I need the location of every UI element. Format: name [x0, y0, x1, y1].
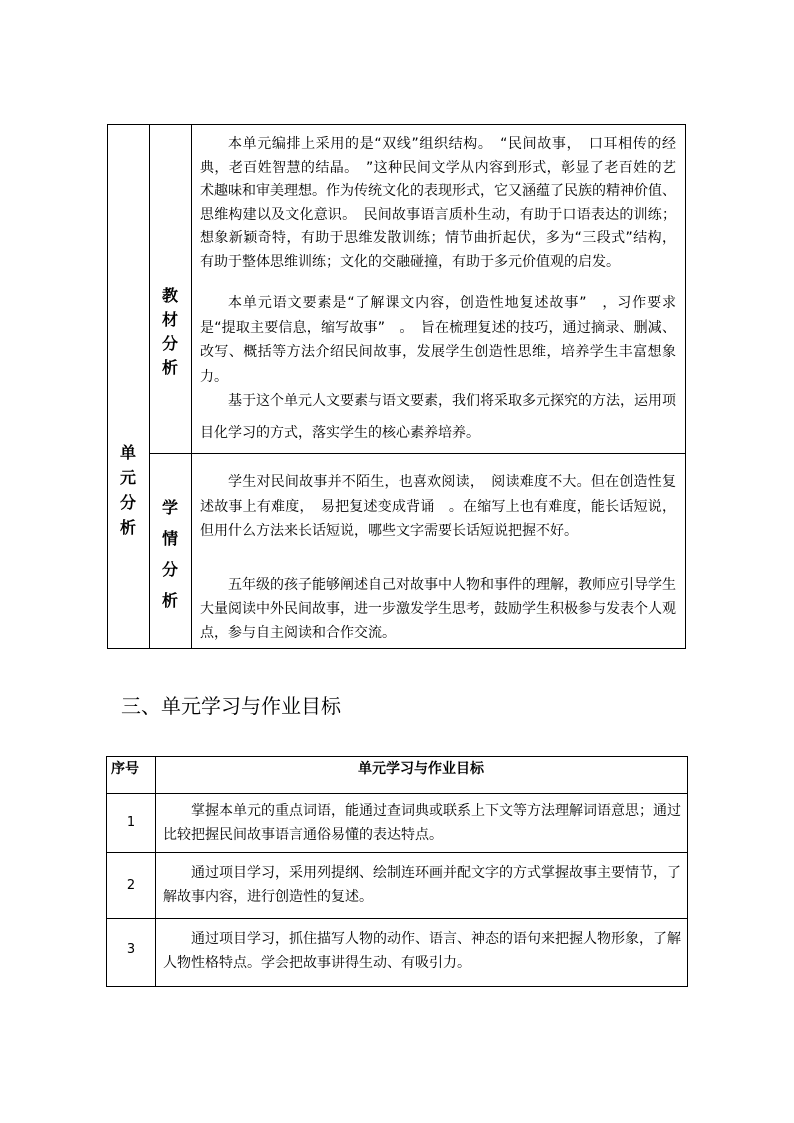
table-col-divider [149, 124, 150, 649]
row-number: 2 [126, 878, 136, 893]
row-number: 1 [126, 815, 136, 830]
table-border-left [107, 124, 108, 649]
table-border-bottom [107, 648, 686, 649]
textbook-paragraph: 本单元编排上采用的是“双线”组织结构。 “民间故事， 口耳相传的经典，老百姓智慧的结晶。 ”这种民间文学从内容到形式，彰显了老百姓的艺术趣味和审美理想。作为传统文化的表现形式，它又涵蕴了民族的精神价值、思维构建以及文化意识。 民间故事语言质朴生动，有助于口语表达的训练；想象新颖奇特，有助于思维发散训练；情节曲折起伏，多为“三段式”结构，有助于整体思维训练；文化的交融碰撞，有助于多元价值观的启发。 [200, 136, 676, 270]
table-row-divider [106, 793, 688, 794]
table-border-right [687, 756, 688, 987]
header-goal: 单元学习与作业目标 [358, 761, 484, 777]
table-border-top [107, 124, 686, 125]
student-analysis-label: 学情分析 [161, 498, 178, 610]
goal-text: 掌握本单元的重点词语，能通过查词典或联系上下文等方法理解词语意思；通过比较把握民间故事语言通俗易懂的表达特点。 [163, 803, 681, 843]
unit-analysis-label: 单元分析 [119, 443, 136, 537]
row-number: 3 [126, 942, 136, 957]
table-row-divider [106, 852, 688, 853]
section-heading: 三、单元学习与作业目标 [121, 694, 341, 718]
student-paragraph: 学生对民间故事并不陌生，也喜欢阅读， 阅读难度不大。但在创造性复述故事上有难度， 易把复述变成背诵 。在缩写上也有难度，能长话短说，但用什么方法来长话短说，哪些文字需要长话短说把握不好。 [200, 474, 676, 539]
table-col-divider [191, 124, 192, 649]
student-paragraph: 五年级的孩子能够阐述自己对故事中人物和事件的理解，教师应引导学生大量阅读中外民间故事，进一步激发学生思考，鼓励学生积极参与发表个人观点，参与自主阅读和合作交流。 [200, 577, 676, 641]
table-border-right [685, 124, 686, 649]
table-col-divider [155, 756, 156, 987]
table-row-divider [149, 453, 686, 454]
table-border-top [106, 756, 688, 757]
table-row-divider [106, 918, 688, 919]
table-border-bottom [106, 986, 688, 987]
textbook-analysis-label: 教材分析 [161, 286, 178, 377]
goal-text: 通过项目学习，抓住描写人物的动作、语言、神态的语句来把握人物形象，了解人物性格特点。学会把故事讲得生动、有吸引力。 [163, 931, 681, 971]
textbook-paragraph: 本单元语文要素是“了解课文内容，创造性地复述故事” ，习作要求是“提取主要信息，缩写故事” 。 旨在梳理复述的技巧，通过摘录、删减、改写、概括等方法介绍民间故事，发展学生创造性思维，培养学生丰富想象力。 [200, 295, 676, 385]
goal-text: 通过项目学习，采用列提纲、绘制连环画并配文字的方式掌握故事主要情节，了解故事内容，进行创造性的复述。 [163, 865, 681, 905]
header-number: 序号 [111, 761, 139, 777]
textbook-paragraph: 基于这个单元人文要素与语文要素，我们将采取多元探究的方法，运用项目化学习的方式，落实学生的核心素养培养。 [200, 393, 676, 441]
